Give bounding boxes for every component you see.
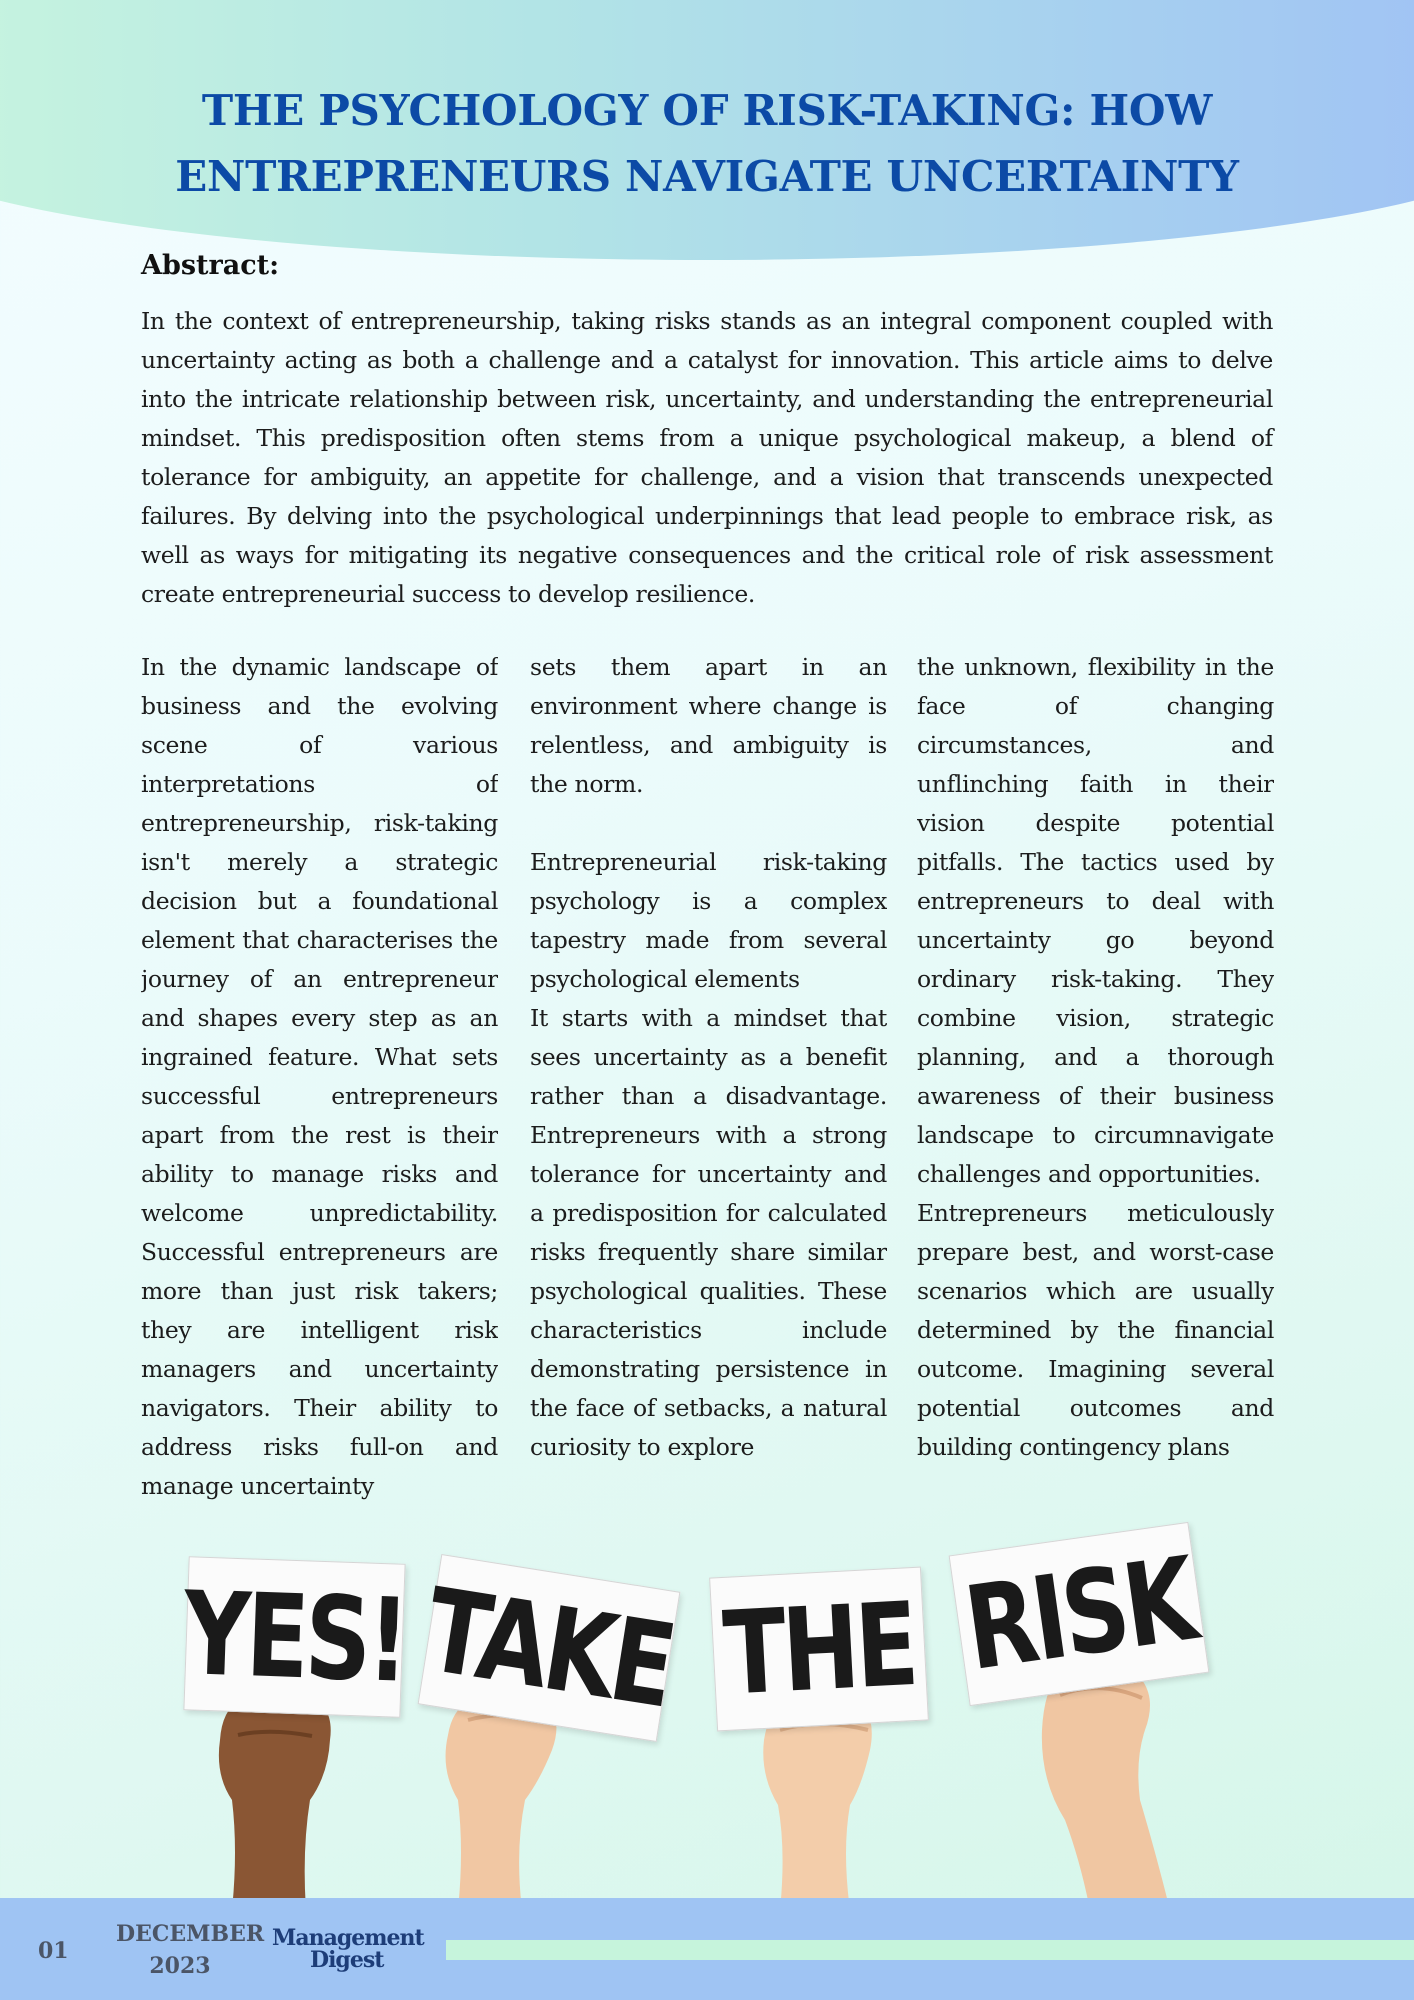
body-column-2 xyxy=(530,648,887,1508)
page-number: 01 xyxy=(38,1938,69,1964)
issue-date xyxy=(116,1918,265,1982)
column-paragraph: Entrepreneurial risk-taking psychology is a complex tapestry made from several psychological elements xyxy=(530,848,887,993)
body-column-3 xyxy=(917,648,1274,1508)
column-paragraph: the unknown, flexibility in the face of changing circumstances, and unflinching faith in their vision despite potential pitfalls. The tactics used by entrepreneurs to deal with uncertainty go beyond ordinary risk-taking. They combine vision, strategic planning, and a thorough awareness of their business landscape to circumnavigate challenges and opportunities. xyxy=(917,653,1274,1188)
sign-card xyxy=(709,1567,929,1732)
issue-month: DECEMBER xyxy=(116,1921,265,1947)
logo-top-text: Management xyxy=(272,1925,424,1951)
sign-word: TAKE xyxy=(417,1562,681,1734)
column-paragraph: In the dynamic landscape of business and the evolving scene of various interpretations of entrepreneurship, risk-taking isn't merely a strategic decision but a foundational element that characterises the journey of an entrepreneur and shapes every step as an ingrained feature. What sets successful entrepreneurs apart from the rest is their ability to manage risks and welcome unpredictability. Successful entrepreneurs are more than just risk takers; they are intelligent risk managers and uncertainty navigators. Their ability to address risks full-on and manage uncertainty xyxy=(141,653,498,1500)
body-column-1 xyxy=(141,648,498,1508)
column-paragraph: It starts with a mindset that sees uncertainty as a benefit rather than a disadvantage. Entrepreneurs with a strong tolerance for uncertainty and a predisposition for calculated risks frequently share similar psychological qualities. These characteristics include demonstrating persistence in the face of setbacks, a natural curiosity to explore xyxy=(530,1004,887,1461)
hands-holding-signs-illustration xyxy=(0,1510,1414,1900)
logo-bottom-text: Digest xyxy=(310,1947,384,1973)
column-paragraph: sets them apart in an environment where change is relentless, and ambiguity is the norm. xyxy=(530,653,887,798)
footer-stripe xyxy=(446,1940,1414,1960)
column-paragraph: Entrepreneurs meticulously prepare best, and worst-case scenarios which are usually determined by the financial outcome. Imagining several potential outcomes and building contingency plans xyxy=(917,1199,1274,1461)
issue-year: 2023 xyxy=(149,1953,211,1979)
sign-word: THE xyxy=(720,1577,918,1721)
abstract-heading: Abstract: xyxy=(141,250,280,281)
abstract-text: In the context of entrepreneurship, taking risks stands as an integral component coupled with uncertainty acting as both a challenge and a catalyst for innovation. This article aims to delve into the intricate relationship between risk, uncertainty, and understanding the entrepreneurial mindset. This predisposition often stems from a unique psychological makeup, a blend of tolerance for ambiguity, an appetite for challenge, and a vision that transcends unexpected failures. By delving into the psychological underpinnings that lead people to embrace risk, as well as ways for mitigating its negative consequences and the critical role of risk assessment create entrepreneurial success to develop resilience. xyxy=(141,307,1273,608)
sign-card xyxy=(181,1556,408,1717)
sign-word: RISK xyxy=(957,1532,1201,1696)
article-title: THE PSYCHOLOGY OF RISK-TAKING: HOW ENTREPRENEURS NAVIGATE UNCERTAINTY xyxy=(175,86,1239,201)
magazine-logo xyxy=(272,1925,422,1975)
sign-word: YES! xyxy=(181,1566,408,1708)
